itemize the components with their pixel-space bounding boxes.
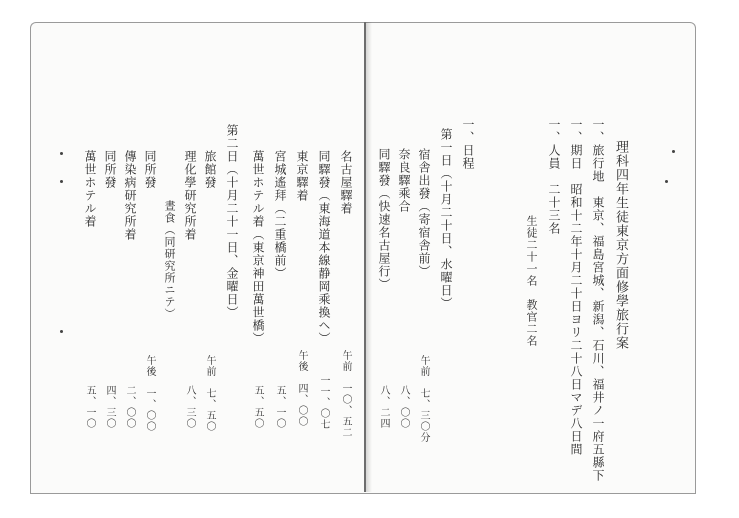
day1b-row-place: 宮城遙拜（二重橋前） xyxy=(273,150,287,280)
heading-line-members-detail: 生徒二十一名 教官二名 xyxy=(525,215,538,347)
binding-hole-mark xyxy=(665,180,668,183)
day2-row-place: 旅館發 xyxy=(203,150,217,189)
binding-hole-mark xyxy=(60,180,63,183)
day1b-row-time: 午後 四、〇〇 xyxy=(296,350,307,427)
day2-label: 第二日（十月二十一日、金曜日） xyxy=(225,124,239,319)
heading-line-dates: 一、期日 昭和十二年十月二十日ヨリ二十八日マデ八日間 xyxy=(569,118,583,456)
day1-label: 第一日（十月二十日、水曜日） xyxy=(439,128,453,310)
day2-row-time: 八、三〇 xyxy=(184,385,195,429)
day1b-row-time: 午前 一〇、五二 xyxy=(340,350,351,438)
day2-row-place: 萬世ホテル着 xyxy=(83,150,97,228)
day1b-row-place: 同驛發（東海道本線静岡乘換ヘ） xyxy=(317,150,331,345)
day1b-row-place: 名古屋驛着 xyxy=(339,150,353,215)
day2-row-place: 理化學研究所着 xyxy=(183,150,197,241)
binding-hole-mark xyxy=(672,150,675,153)
day2-row-time: 午前 七、五〇 xyxy=(204,355,215,432)
day1-row-time: 八、二四 xyxy=(378,385,389,429)
day1b-row-place: 東京驛着 xyxy=(295,150,309,202)
left-page xyxy=(30,22,366,494)
day1-row-time: 午前 七、三〇分 xyxy=(418,355,429,443)
day2-row-time: 二、〇〇 xyxy=(124,385,135,429)
day2-row-place: 同所發 xyxy=(103,150,117,189)
day1-row-place: 同驛發（快速名古屋行） xyxy=(377,148,391,291)
day2-row-time: 五、一〇 xyxy=(84,385,95,429)
document-title: 理科四年生徒東京方面修學旅行案 xyxy=(613,140,628,350)
day1b-row-time: 一一、〇七 xyxy=(318,375,329,430)
day1b-row-time: 五、一〇 xyxy=(274,385,285,429)
day1-row-place: 宿舎出發（寄宿舎前） xyxy=(417,148,431,278)
heading-line-schedule: 一、日程 xyxy=(461,118,475,170)
day2-row-place: 傳染病研究所着 xyxy=(123,150,137,241)
day1-row-place: 奈良驛乘合 xyxy=(397,148,411,213)
day2-row-place: 晝食（同研究所ニテ） xyxy=(163,200,176,320)
day1-row-time: 八、〇〇 xyxy=(398,385,409,429)
day2-row-time: 午後 一、〇〇 xyxy=(144,355,155,432)
spine-shadow xyxy=(366,22,372,492)
binding-hole-mark xyxy=(60,330,63,333)
day1b-row-time: 五、五〇 xyxy=(252,385,263,429)
day2-row-place: 同所發 xyxy=(143,150,157,189)
heading-line-travel-area: 一、旅行地 東京、福島宮城、新潟、石川、福井ノ一府五縣下 xyxy=(591,118,605,482)
day2-row-time: 四、三〇 xyxy=(104,385,115,429)
heading-line-members: 一、人員 二十三名 xyxy=(547,118,561,235)
binding-hole-mark xyxy=(60,152,63,155)
day1b-row-place: 萬世ホテル着（東京神田萬世橋） xyxy=(251,150,265,345)
